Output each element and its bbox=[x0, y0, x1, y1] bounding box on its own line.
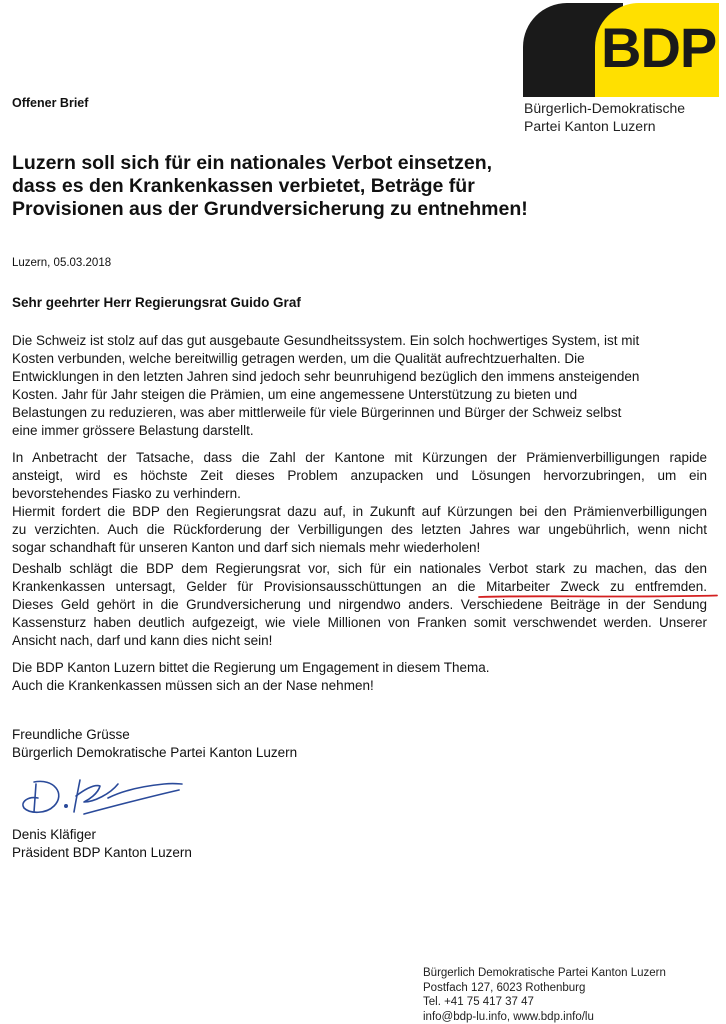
paragraph-line: Belastungen zu reduzieren, was aber mittlerweile für viele Bürgerinnen und Bürger der Schweiz selbst bbox=[12, 405, 622, 420]
paragraph-line: Die BDP Kanton Luzern bittet die Regierung um Engagement in diesem Thema. bbox=[12, 660, 490, 675]
handwritten-signature bbox=[14, 772, 184, 822]
red-underline-annotation bbox=[478, 593, 718, 599]
closing-line1: Freundliche Grüsse bbox=[12, 727, 130, 742]
paragraph-line: Kosten. Jahr für Jahr steigen die Prämien, um eine angemessene Unterstützung zu bieten und bbox=[12, 387, 578, 402]
title-line3: Provisionen aus der Grundversicherung zu entnehmen! bbox=[12, 198, 528, 220]
paragraph-4 bbox=[12, 659, 490, 695]
paragraph-line: zu verzichten. Auch die Rückforderung der Verbilligungen des letzten Jahres war ungebührlich, wenn nicht bbox=[12, 522, 707, 537]
party-name-line1: Bürgerlich-Demokratische bbox=[524, 100, 686, 116]
letter-date: Luzern, 05.03.2018 bbox=[12, 257, 112, 269]
paragraph-line: Deshalb schlägt die BDP dem Regierungsrat vor, sich für ein nationales Verbot stark zu machen, das den bbox=[12, 561, 707, 576]
footer-line1: Bürgerlich Demokratische Partei Kanton Luzern bbox=[423, 967, 666, 979]
title-line2: dass es den Krankenkassen verbietet, Beträge für bbox=[12, 175, 475, 197]
footer-line3: Tel. +41 75 417 37 47 bbox=[423, 996, 534, 1008]
paragraph-line: Hiermit fordert die BDP den Regierungsrat dazu auf, in Zukunft auf Kürzungen bei den Prämienverbilligungen bbox=[12, 504, 707, 519]
paragraph-line: bevorstehendes Fiasko zu verhindern. bbox=[12, 486, 241, 501]
paragraph-line: Die Schweiz ist stolz auf das gut ausgebaute Gesundheitssystem. Ein solch hochwertiges System, ist mit bbox=[12, 333, 640, 348]
bdp-logo bbox=[523, 3, 719, 97]
footer-line2: Postfach 127, 6023 Rothenburg bbox=[423, 981, 586, 994]
letter-title bbox=[12, 152, 612, 221]
paragraph-2 bbox=[12, 449, 707, 557]
paragraph-line: Kosten verbunden, welche bereitwillig getragen werden, um die Qualität aufrechtzuerhalten. Die bbox=[12, 351, 585, 366]
signer-name: Denis Kläfiger bbox=[12, 827, 97, 842]
paragraph-line: eine immer grössere Belastung darstellt. bbox=[12, 423, 254, 438]
paragraph-1 bbox=[12, 332, 639, 440]
paragraph-line: Auch die Krankenkassen müssen sich an der Nase nehmen! bbox=[12, 678, 374, 693]
paragraph-line: Entwicklungen in den letzten Jahren sind jedoch sehr beunruhigend bezüglich den immens ansteigenden bbox=[12, 369, 640, 384]
party-name-line2: Partei Kanton Luzern bbox=[524, 118, 656, 134]
paragraph-line: In Anbetracht der Tatsache, dass die Zahl der Kantone mit Kürzungen der Prämienverbilligungen rapide bbox=[12, 450, 707, 465]
paragraph-line: Dieses Geld gehört in die Grundversicherung und nirgendwo anders. Verschiedene Beiträge in der Sendung bbox=[12, 597, 707, 612]
closing bbox=[12, 726, 297, 762]
letter-type-label: Offener Brief bbox=[12, 96, 89, 110]
paragraph-line: Ansicht nach, darf und kann dies nicht sein! bbox=[12, 633, 273, 648]
paragraph-line: ansteigt, wird es höchste Zeit dieses Problem anzupacken und Lösungen hervorzubringen, um ein bbox=[12, 468, 707, 483]
signer bbox=[12, 826, 192, 862]
signer-role: Präsident BDP Kanton Luzern bbox=[12, 845, 192, 860]
footer-line4: info@bdp-lu.info, www.bdp.info/lu bbox=[423, 1010, 594, 1023]
paragraph-line: Kassensturz haben deutlich aufgezeigt, wie viele Millionen von Franken somit verschwendet werden. Unserer bbox=[12, 615, 707, 630]
logo-text: BDP bbox=[601, 16, 717, 79]
paragraph-line: sogar schandhaft für unseren Kanton und darf sich niemals mehr wiederholen! bbox=[12, 540, 481, 555]
party-name bbox=[524, 99, 685, 135]
salutation: Sehr geehrter Herr Regierungsrat Guido Graf bbox=[12, 295, 301, 310]
footer-address bbox=[423, 966, 666, 1024]
closing-line2: Bürgerlich Demokratische Partei Kanton Luzern bbox=[12, 745, 298, 760]
paragraph-line: Krankenkassen untersagt, Gelder für Provisionsausschüttungen an die Mitarbeiter Zweck zu entfremden. bbox=[12, 579, 707, 594]
title-line1: Luzern soll sich für ein nationales Verbot einsetzen, bbox=[12, 152, 493, 174]
paragraph-3 bbox=[12, 560, 707, 650]
